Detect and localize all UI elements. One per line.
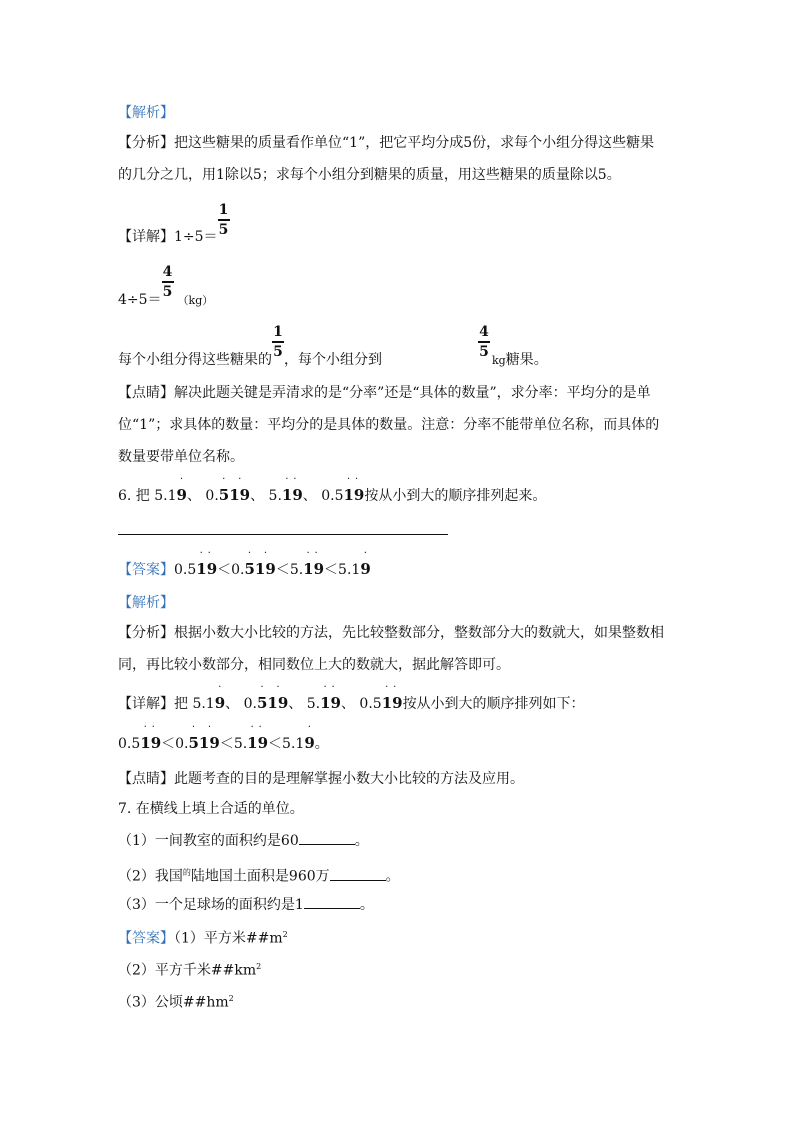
fill-blank-1[interactable] [299, 832, 355, 845]
fraction-numerator: 1 [218, 202, 229, 218]
answer-tag: 【答案】 [118, 562, 174, 578]
number-0-5-19: 0.5 ˙ ˙ 19 [321, 476, 365, 504]
fenxi-text: 根据小数大小比较的方法，先比较整数部分，整数部分大的数就大，如果整数相 [174, 625, 664, 641]
fraction-numerator: 1 [273, 324, 283, 340]
fraction-denominator: 5 [162, 284, 173, 300]
fraction-one-fifth [218, 202, 230, 238]
q7-answer-2: （2）平方千米$\#\#km^2$ [118, 962, 262, 979]
q7-answer-1: 【答案】（1）平方米$\#\#m^2$ [118, 930, 288, 947]
sentence-part-a: 每个小组分得这些糖果的 [118, 352, 272, 368]
xiangjie-tag: 【详解】 [118, 696, 174, 712]
xiangjie-eq1 [118, 202, 230, 246]
q6-prefix: 6. 把 [118, 488, 150, 504]
dianjing-tag: 【点睛】 [118, 385, 174, 401]
dianjing-tag: 【点睛】 [118, 771, 174, 787]
fill-blank-3[interactable] [304, 896, 360, 909]
sentence-unit: kg [492, 354, 506, 367]
q7-answer-3: （3）公顷$\#\#hm^2$ [118, 994, 234, 1011]
jiexi-heading-2: 【解析】 [118, 595, 174, 611]
fraction-denominator: 5 [218, 222, 229, 238]
answer-blank-line [118, 534, 448, 535]
xiangjie-tag: 【详解】 [118, 229, 174, 245]
fenxi-text: 把这些糖果的质量看作单位“1”，把它平均分成5份，求每个小组分得这些糖果 [174, 135, 655, 151]
fenxi-tag: 【分析】 [118, 135, 174, 151]
dianjing-paragraph-1 [118, 384, 651, 402]
number-0-519: 0. ˙ ˙ 519 [205, 476, 251, 504]
fenxi-paragraph-2 [118, 624, 664, 642]
dianjing-text: 解决此题关键是弄清求的是“分率”还是“具体的数量”，求分率：平均分的是单 [174, 385, 651, 401]
eq2-unit: （kg） [177, 294, 214, 307]
annotation-de: 的 [182, 868, 191, 877]
fenxi-paragraph-2b: 同，再比较小数部分，相同数位上大的数就大，据此解答即可。 [118, 657, 510, 673]
question-7-stem: 7. 在横线上填上合适的单位。 [118, 801, 304, 817]
fraction-numerator: 4 [479, 324, 489, 340]
fraction-bar [478, 341, 490, 343]
eq1-left: 1÷5＝ [174, 229, 218, 245]
fraction-four-fifths [162, 264, 174, 300]
eq2-left: 4÷5＝ [118, 292, 162, 308]
dianjing-text: 此题考查的目的是理解掌握小数大小比较的方法及应用。 [174, 771, 524, 787]
fraction-denominator: 5 [479, 344, 489, 360]
question-6-stem: 6. 把 5.1 ˙ 9、 0. ˙ ˙ 519、 5. ˙ ˙ 19、 0.5 ˙ ˙ 19按从小到大的顺序排列起来。 [118, 476, 547, 504]
fill-blank-2[interactable] [330, 868, 386, 881]
fenxi-tag: 【分析】 [118, 625, 174, 641]
q7-item-2: （2）我国$^的$陆地国土面积是960万 。 [118, 868, 400, 885]
number-5-19: 5. ˙ ˙ 19 [268, 476, 303, 504]
q7-item-3: （3）一个足球场的面积约是1 。 [118, 897, 374, 913]
fraction-bar [162, 281, 174, 283]
fenxi-paragraph-1b: 的几分之几，用1除以5；求每个小组分到糖果的质量，用这些糖果的质量除以5。 [118, 167, 621, 183]
fraction-bar [218, 219, 230, 221]
number-5-1-9: 5.1 ˙ 9 [154, 476, 187, 504]
q6-ordered-result: 0.5 ˙ ˙ 19＜0. ˙ ˙ 519＜5. ˙ ˙ 19＜5.1 ˙ 9。 [118, 724, 329, 752]
dianjing-paragraph-1b: 位“1”；求具体的数量：平均分的是具体的数量。注意：分率不能带单位名称，而具体的 [118, 417, 660, 433]
sentence-part-b: ，每个小组分到 [284, 352, 382, 368]
fraction-bar [272, 341, 284, 343]
result-sentence [118, 324, 548, 370]
xiangjie-eq2 [118, 264, 213, 310]
dianjing-paragraph-1c: 数量要带单位名称。 [118, 449, 244, 465]
q6-answer: 【答案】0.5 ˙ ˙ 19＜0. ˙ ˙ 519＜5. ˙ ˙ 19＜5.1 ˙ 9 [118, 550, 371, 578]
sentence-part-c: 糖果。 [505, 352, 548, 368]
fraction-four-fifths-2 [478, 324, 490, 360]
answer-tag: 【答案】 [118, 930, 174, 947]
jiexi-heading-1: 【解析】 [118, 105, 174, 121]
q6-suffix: 按从小到大的顺序排列起来。 [364, 488, 547, 504]
q6-xiangjie: 【详解】把 5.1 ˙ 9、 0. ˙ ˙ 519、 5. ˙ ˙ 19、 0.5 ˙ ˙ 19按从小到大的顺序排列如下： [118, 684, 585, 712]
fenxi-paragraph-1 [118, 134, 654, 152]
fraction-one-fifth-2 [272, 324, 284, 360]
fraction-numerator: 4 [162, 264, 173, 280]
q7-item-1: （1）一间教室的面积约是60 。 [118, 833, 369, 849]
fraction-denominator: 5 [273, 344, 283, 360]
dianjing-paragraph-2 [118, 770, 524, 788]
